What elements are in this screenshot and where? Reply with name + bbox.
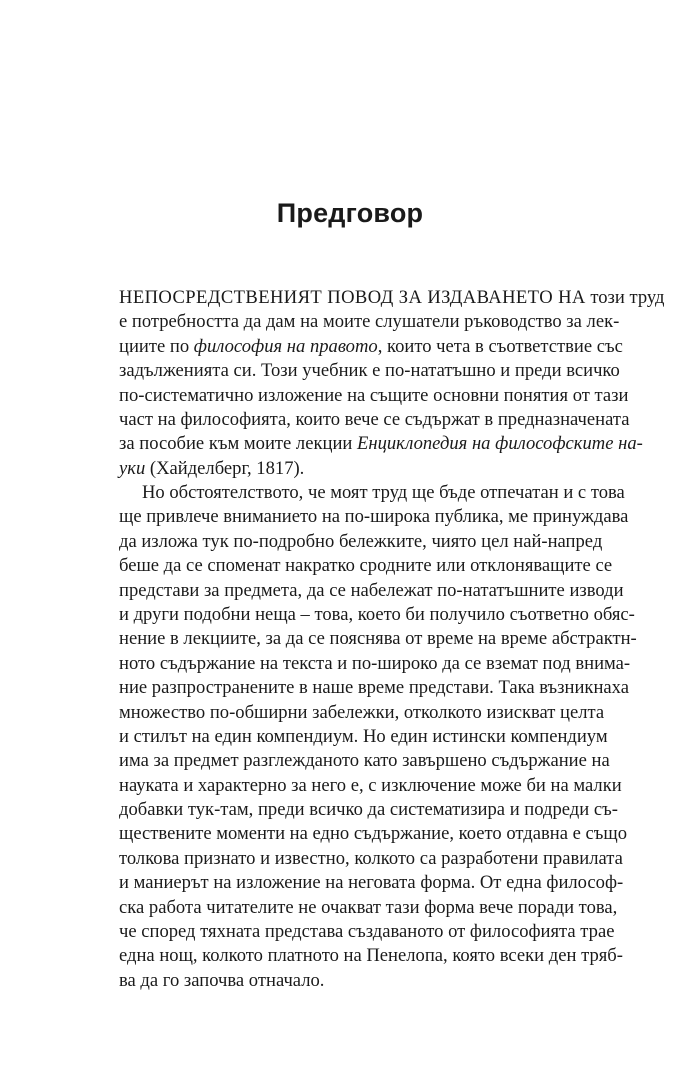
paragraph-2-line: ще привлече вниманието на по-широка публика, ме принуждава: [119, 506, 629, 528]
paragraph-2-line: има за предмет разглежданото като завършено съдържание на: [119, 750, 610, 772]
paragraph-1-line-5: [119, 384, 629, 408]
paragraph-2-line: беше да се споменат накратко сродните или отклоняващите се: [119, 555, 613, 577]
paragraph-1-text: задълженията си. Този учебник е по-нататъшно и преди всичко: [119, 360, 620, 382]
paragraph-1-line-2: [119, 310, 620, 334]
paragraph-2-line: добавки тук-там, преди всичко да систематизира и подреди съ-: [119, 799, 618, 821]
paragraph-1-text: , които чета в съответствие със: [377, 335, 623, 357]
paragraph-1-text: по-систематично изложение на същите основни понятия от тази: [119, 384, 629, 406]
paragraph-1-line-8: [119, 457, 581, 481]
paragraph-2-line: ществените моменти на едно съдържание, което отдавна е също: [119, 823, 628, 845]
paragraph-2-line: множество по-обширни забележки, отколкото изискват целта: [119, 701, 605, 723]
italic-title: Енциклопедия на философските на-: [357, 433, 643, 455]
paragraph-2-line: ска работа читателите не очакват тази форма вече поради това,: [119, 896, 618, 918]
paragraph-1-text: този труд: [585, 287, 665, 308]
paragraph-2-line: и други подобни неща – това, което би получило съответно обяс-: [119, 603, 635, 625]
paragraph-2: [119, 481, 637, 993]
paragraph-2-line: Но обстоятелството, че моят труд ще бъде отпечатан и с това: [142, 482, 625, 503]
paragraph-2-line: и стилът на един компендиум. Но един истински компендиум: [119, 725, 608, 747]
paragraph-2-line: че според тяхната представа създаваното от философията трае: [119, 921, 615, 943]
paragraph-1-line-4: [119, 359, 620, 383]
paragraph-2-line: толкова признато и известно, колкото са разработени правилата: [119, 847, 623, 869]
paragraph-1-text: циите по: [119, 335, 194, 357]
lead-caps: НЕПОСРЕДСТВЕНИЯТ ПОВОД ЗА ИЗДАВАНЕТО НА: [119, 287, 586, 308]
paragraph-1-text: е потребността да дам на моите слушатели ръководство за лек-: [119, 311, 620, 333]
paragraph-1-text: (Хайделберг, 1817).: [145, 457, 305, 479]
paragraph-2-line: ва да го започва отначало.: [119, 969, 325, 991]
paragraph-2-line: да изложа тук по-подробно бележките, чиято цел най-напред: [119, 530, 603, 552]
paragraph-2-line: науката и характерно за него е, с изключение може би на малки: [119, 774, 622, 796]
paragraph-1-text: част на философията, които вече се съдържат в предназначената: [119, 408, 630, 430]
paragraph-1-line-3: [119, 335, 623, 359]
paragraph-1: [119, 286, 665, 481]
italic-term: философия на правото: [193, 335, 378, 357]
paragraph-1-line-7: [119, 432, 643, 456]
paragraph-2-line: представи за предмета, да се набележат по-нататъшните изводи: [119, 579, 624, 601]
paragraph-2-line: и маниерът на изложение на неговата форма. От една философ-: [119, 872, 624, 894]
paragraph-1-text: за пособие към моите лекции: [119, 433, 357, 455]
italic-title: уки: [119, 457, 146, 479]
paragraph-2-line: ние разпространените в наше време представи. Така възникнаха: [119, 677, 629, 699]
paragraph-2-line: нение в лекциите, за да се пояснява от време на време абстрактн-: [119, 628, 637, 650]
paragraph-2-line: една нощ, колкото платното на Пенелопа, която всеки ден тряб-: [119, 945, 623, 967]
paragraph-2-line: ното съдържание на текста и по-широко да се вземат под внима-: [119, 652, 631, 674]
paragraph-1-line-1: [119, 286, 665, 310]
page-title: Предговор: [276, 198, 424, 228]
paragraph-1-line-6: [119, 408, 630, 432]
